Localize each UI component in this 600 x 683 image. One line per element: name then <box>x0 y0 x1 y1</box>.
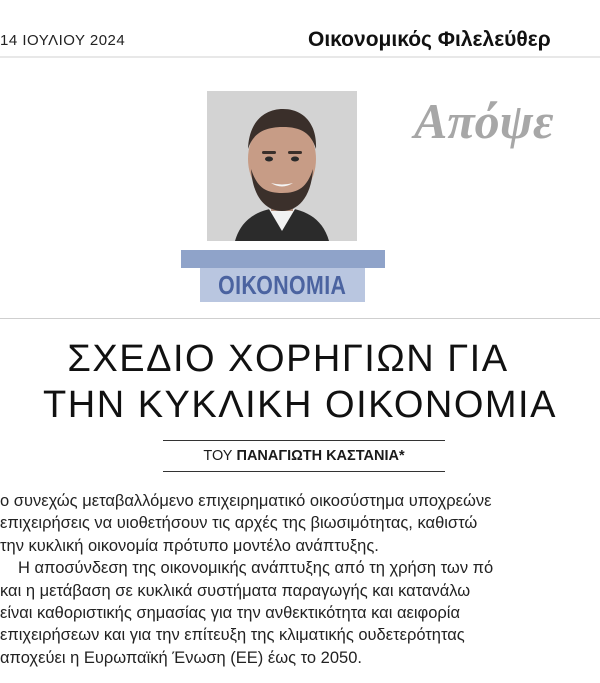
header-divider <box>0 56 600 58</box>
category-label: ΟΙΚΟΝΟΜΙΑ <box>218 269 347 300</box>
section-divider <box>0 318 600 319</box>
newspaper-name: Οικονομικός Φιλελεύθερ <box>308 28 551 51</box>
body-line: επιχειρήσεων και για την επίτευξη της κλιματικής ουδετερότητας <box>0 626 465 645</box>
category-bar <box>181 250 385 268</box>
body-line: επιχειρήσεις να υιοθετήσουν τις αρχές της βιωσιμότητας, καθιστώ <box>0 514 478 533</box>
body-line: Η αποσύνδεση της οικονομικής ανάπτυξης από τη χρήση των πό <box>18 559 494 578</box>
body-line: είναι καθοριστικής σημασίας για την ανθεκτικότητα και αειφορία <box>0 603 460 622</box>
category-badge <box>200 268 365 302</box>
byline-author: ΠΑΝΑΓΙΩΤΗ ΚΑΣΤΑΝΙΑ* <box>236 448 405 464</box>
headline-line-1: ΣΧΕΔΙΟ ΧΟΡΗΓΙΩΝ ΓΙΑ <box>67 338 509 380</box>
headline-line-2: ΤΗΝ ΚΥΚΛΙΚΗ ΟΙΚΟΝΟΜΙΑ <box>43 384 557 426</box>
byline-prefix: ΤΟΥ <box>203 448 233 464</box>
body-line: και η μετάβαση σε κυκλικά συστήματα παραγωγής και κατανάλω <box>0 581 471 600</box>
byline <box>163 440 445 472</box>
author-photo <box>207 91 357 241</box>
body-line: ο συνεχώς μεταβαλλόμενο επιχειρηματικό οικοσύστημα υποχρεώνε <box>0 492 492 510</box>
body-line: αποχεύει η Ευρωπαϊκή Ένωση (ΕΕ) έως το 2050. <box>0 648 362 667</box>
issue-date: 14 ΙΟΥΛΙΟΥ 2024 <box>0 32 126 49</box>
page-header <box>0 0 600 56</box>
section-label: Απόψε <box>414 93 554 149</box>
body-line: την κυκλική οικονομία πρότυπο μοντέλο ανάπτυξης. <box>0 536 379 555</box>
article-body <box>0 490 600 669</box>
